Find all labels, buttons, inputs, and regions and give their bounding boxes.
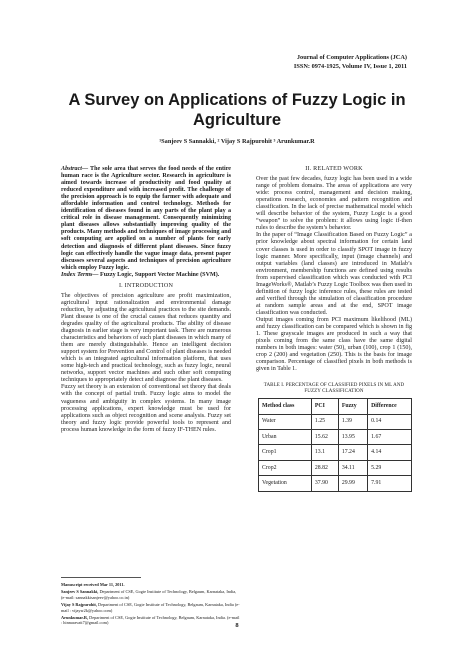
table-cell: Vegetation <box>259 476 312 491</box>
index-terms-label: Index Terms— <box>61 271 99 278</box>
footnote-divider <box>61 577 141 578</box>
author-footnote-name: Vijay S Rajpurohit, <box>61 602 97 608</box>
author-footnote-text: Department of CSE, Gogte Institute of Technology, Belgaum, Karnataka, India (e-mail : vijaysr2k@yahoo.com) <box>61 602 240 613</box>
table-header-row <box>259 399 412 414</box>
table-header-cell: Difference <box>368 399 412 414</box>
abstract-label: Abstract— <box>61 166 89 172</box>
table-cell: 29.99 <box>338 476 367 491</box>
author-footnote-2 <box>61 602 241 613</box>
table-cell: 28.82 <box>311 460 338 475</box>
table-header-cell: Method class <box>259 399 312 414</box>
table-cell: 1.25 <box>311 414 338 429</box>
table-cell: 1.67 <box>368 430 412 445</box>
table-row <box>259 460 412 475</box>
table-cell: 17.24 <box>338 445 367 460</box>
footnotes <box>61 582 241 628</box>
table-cell: 37.90 <box>311 476 338 491</box>
journal-issn: ISSN: 0974-1925, Volume IV, Issue 1, 2011 <box>293 62 407 70</box>
table-caption: TABLE I. PERCENTAGE OF CLASSIFIED PIXELS IN ML AND FUZZY CLASSIFICATION <box>263 383 405 395</box>
section-heading-introduction: I. INTRODUCTION <box>118 282 174 289</box>
right-column <box>256 166 412 492</box>
abstract <box>61 166 231 272</box>
table-cell: 0.14 <box>368 414 412 429</box>
table-cell: 13.1 <box>311 445 338 460</box>
table-cell: Water <box>259 414 312 429</box>
table-cell: 13.95 <box>338 430 367 445</box>
table-row <box>259 414 412 429</box>
section-heading-related-work: II. RELATED WORK <box>305 166 363 172</box>
author-footnote-name: Sanjeev S Sannakki, <box>61 589 99 595</box>
table-row <box>259 430 412 445</box>
index-terms-text: Fuzzy Logic, Support Vector Machine (SVM). <box>98 271 220 278</box>
related-paragraph-1: Over the past few decades, fuzzy logic has been used in a wide range of problem domains. The areas of applications are very wide: process control, management and decision making, operations research, economies and pattern recognition and classification. In the lack of precise mathematical model which will describe behavior of the system, Fuzzy Logic is a good “weapon” to solve the problem: it allows using logic if-then rules to describe the system’s behavior. <box>256 176 412 232</box>
author-footnote-text: Department of CSE, Gogte Institute of Technology, Belgaum, Karnataka, India. (e-mail : hinnaravatt7@gmail.com) <box>61 615 240 626</box>
table-cell: Urban <box>259 430 312 445</box>
table-cell: 34.11 <box>338 460 367 475</box>
index-terms <box>61 272 231 279</box>
related-paragraph-2: In the paper of “Image Classification Based on Fuzzy Logic” a prior knowledge about spectral information for certain land cover classes is used in order to classify SPOT image in fuzzy logic manner. More specifically, input (image channels) and output variables (land classes) are introduced in Matlab’s environment, membership functions are defined using results from supervised classification which was conducted with PCI ImageWorks®, Matlab’s Fuzzy Logic Toolbox was then used in definition of fuzzy logic inference rules, these rules are tested and verified through the simulation of classification procedure at random sample areas and at the end, SPOT image classification was conducted. <box>256 232 412 316</box>
intro-paragraph-2: Fuzzy set theory is an extension of conventional set theory that deals with the concept of partial truth. Fuzzy logic aims to model the vagueness and ambiguity in complex systems. In many image processing applications, expert knowledge must be used for applications such as object recognition and scene analysis. Fuzzy set theory and fuzzy logic provide powerful tools to represent and process human knowledge in the form of fuzzy IF-THEN rules. <box>61 384 231 433</box>
table-cell: 5.29 <box>368 460 412 475</box>
table-cell: Crop2 <box>259 460 312 475</box>
abstract-text: The sole area that serves the food needs of the entire human race is the Agriculture sector. Research in agriculture is aimed towards increase of productivity and food quality at reduced expenditure and with increased profit. The challenge of the precision approach is to equip the farmer with adequate and affordable information and control technology. Methods for identification of diseases found in any parts of the plant play a critical role in disease management. Consequently minimizing plant diseases allows substantially improving quality of the products. Many methods and techniques of image processing and soft computing are applied on a number of plants for early detection and diagnosis of different plant diseases. Since fuzzy logic can effectively handle the vague image data, present paper discusses several aspects and techniques of precision agriculture which employ Fuzzy logic. <box>61 166 231 271</box>
table-cell: 15.62 <box>311 430 338 445</box>
author-line: ¹Sanjeev S Sannakki, ² Vijay S Rajpurohit ³ Arunkumar.R <box>159 138 315 145</box>
table-row <box>259 445 412 460</box>
journal-name: Journal of Computer Applications (JCA) <box>296 54 407 61</box>
table-cell: 4.14 <box>368 445 412 460</box>
left-column <box>61 166 231 434</box>
table-header-cell: PCI <box>311 399 338 414</box>
page-number: 8 <box>235 622 239 629</box>
table-header-cell: Fuzzy <box>338 399 367 414</box>
author-footnote-1 <box>61 589 241 600</box>
author-footnote-name: Arunkumar.R, <box>61 615 89 621</box>
intro-paragraph-1: The objectives of precision agriculture are profit maximization, agricultural input rationalization and environmental damage reduction, by adjusting the agricultural practices to the site demands. Plant disease is one of the crucial causes that reduces quantity and degrades quality of the agricultural products. The ability of disease diagnosis in earlier stage is very important task. There are numerous characteristics and behaviors of such plant diseases in which many of them are merely distinguishable. Hence an intelligent decision support system for Prevention and Control of plant diseases is needed which is an integrated agricultural information platform, that uses some high-tech and practical technology, such as fuzzy logic, neural networks, support vector machines and such other soft computing techniques to appropriately detect and diagnose the plant diseases. <box>61 292 231 384</box>
table-cell: 7.91 <box>368 476 412 491</box>
classification-table <box>258 398 412 491</box>
manuscript-received: Manuscript received Mar 11, 2011. <box>61 582 125 587</box>
table-cell: 1.39 <box>338 414 367 429</box>
table-cell: Crop1 <box>259 445 312 460</box>
paper-title: A Survey on Applications of Fuzzy Logic in Agriculture <box>68 91 406 129</box>
table-row <box>259 476 412 491</box>
related-paragraph-3: Output images coming from PCI maximum likelihood (ML) and fuzzy classification can be compared which is shown in fig 1. These grayscale images are produced in such a way that pixels coming from the same class have the same digital numbers in both images: water (50), urban (100), crop 1 (150), crop 2 (200) and vegetation (250). This is the basis for image comparison. Percentage of classified pixels in both methods is given in Table 1. <box>256 316 412 373</box>
author-footnote-text: Department of CSE, Gogte Institute of Technology, Belgaum, Karnataka, India, (e-mail: sannakkisanjeev@yahoo.co.in) <box>61 589 237 600</box>
journal-header <box>237 54 407 71</box>
